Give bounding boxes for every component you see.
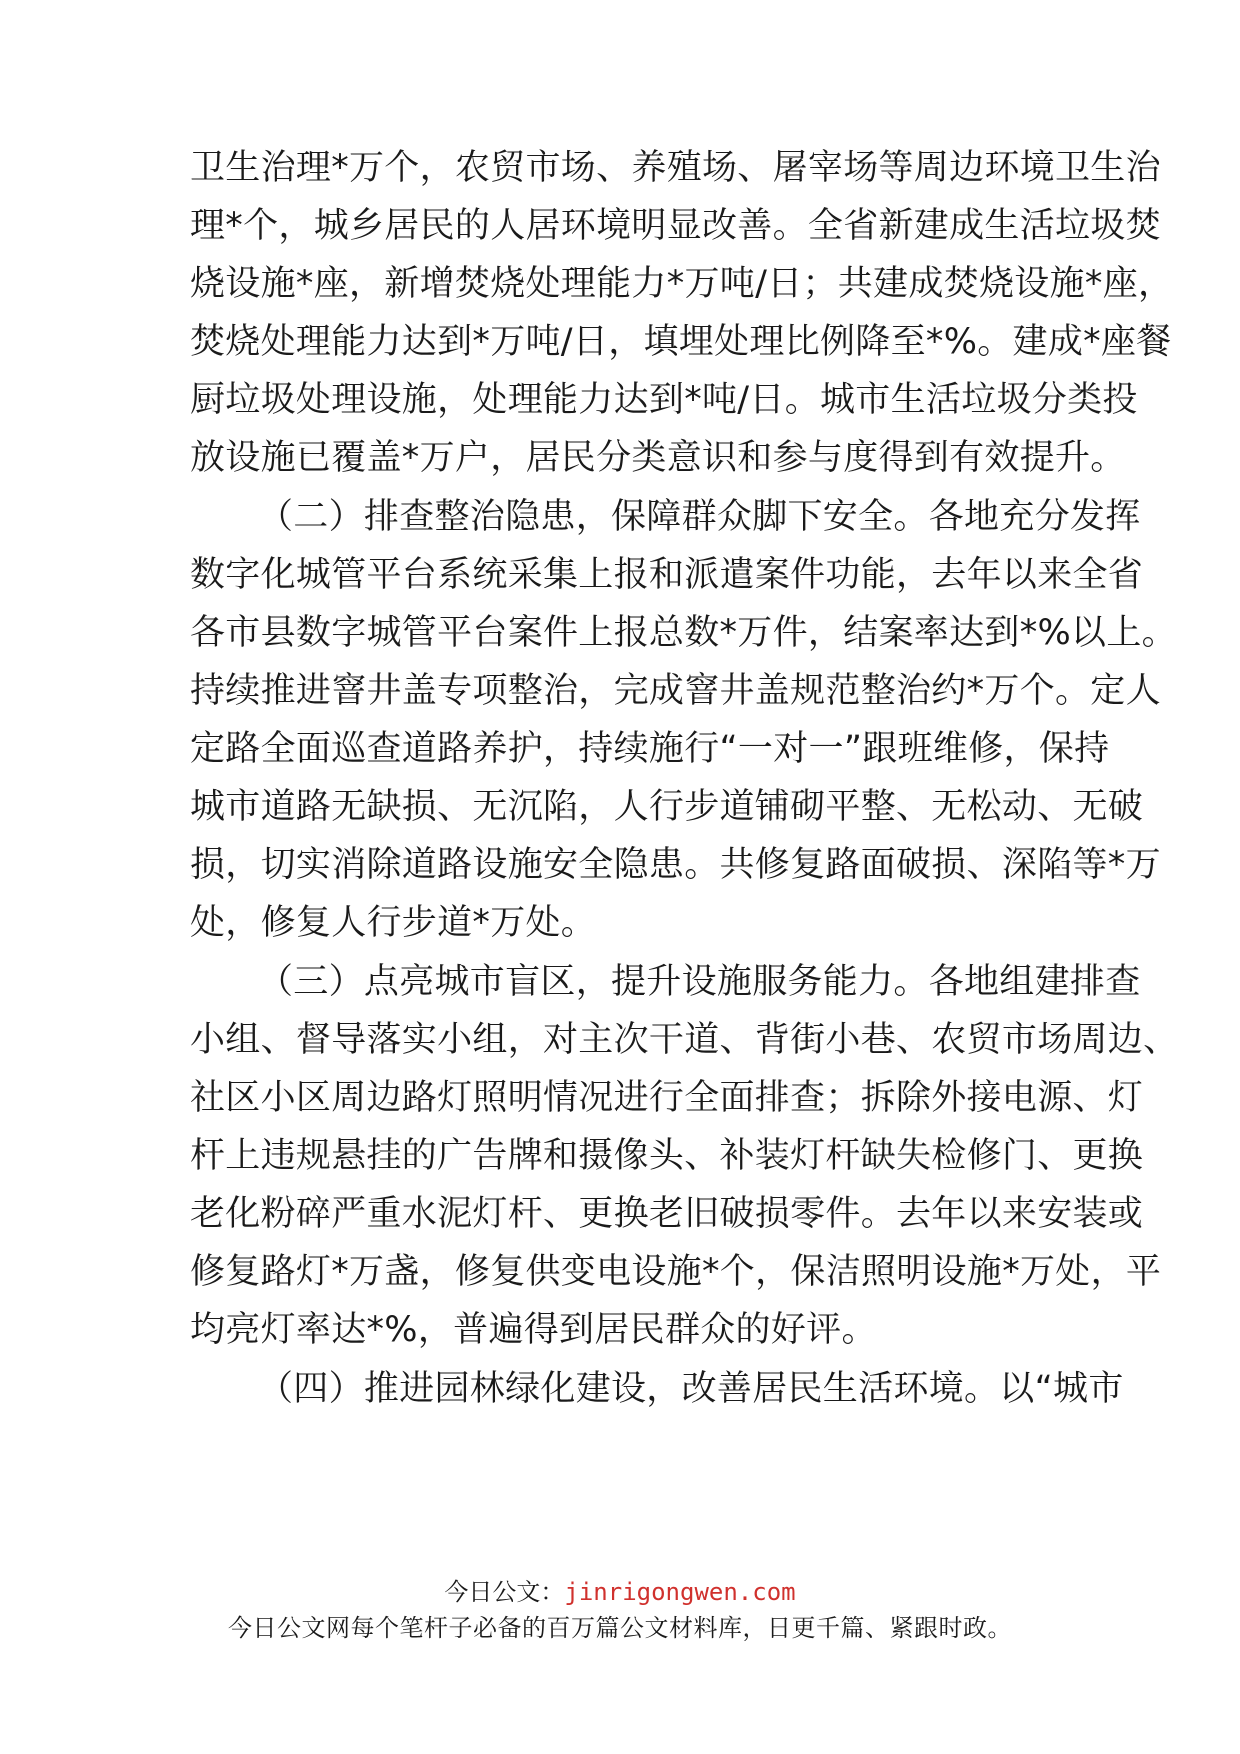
body-line: 修复路灯*万盏，修复供变电设施*个，保洁照明设施*万处，平 xyxy=(190,1252,1162,1292)
body-line: 各市县数字城管平台案件上报总数*万件，结案率达到*%以上。 xyxy=(190,613,1177,653)
body-line: 数字化城管平台系统采集上报和派遣案件功能，去年以来全省 xyxy=(190,555,1144,595)
body-line: 损，切实消除道路设施安全隐患。共修复路面破损、深陷等*万 xyxy=(190,845,1161,885)
section-heading-3: （三）点亮城市盲区，提升设施服务能力。各地组建排查 xyxy=(258,962,1141,1002)
footer-tagline: 今日公文网每个笔杆子必备的百万篇公文材料库，日更千篇、紧跟时政。 xyxy=(228,1614,1012,1642)
body-line: 厨垃圾处理设施，处理能力达到*吨/日。城市生活垃圾分类投 xyxy=(190,380,1138,420)
body-line: 放设施已覆盖*万户，居民分类意识和参与度得到有效提升。 xyxy=(190,438,1126,478)
body-line: 均亮灯率达*%，普遍得到居民群众的好评。 xyxy=(190,1310,877,1350)
footer-site-link[interactable]: jinrigongwen.com xyxy=(564,1578,796,1606)
body-line: 处，修复人行步道*万处。 xyxy=(190,903,597,943)
body-line: 杆上违规悬挂的广告牌和摄像头、补装灯杆缺失检修门、更换 xyxy=(190,1136,1144,1176)
body-line: 持续推进窨井盖专项整治，完成窨井盖规范整治约*万个。定人 xyxy=(190,671,1161,711)
body-line: 卫生治理*万个，农贸市场、养殖场、屠宰场等周边环境卫生治 xyxy=(190,148,1161,188)
body-line: 焚烧处理能力达到*万吨/日，填埋处理比例降至*%。建成*座餐 xyxy=(190,322,1172,362)
footer-source xyxy=(0,1575,1240,1609)
body-line: 老化粉碎严重水泥灯杆、更换老旧破损零件。去年以来安装或 xyxy=(190,1194,1144,1234)
body-line: 烧设施*座，新增焚烧处理能力*万吨/日；共建成焚烧设施*座， xyxy=(190,264,1174,304)
footer-site-label: 今日公文： xyxy=(444,1578,565,1606)
section-heading-2: （二）排查整治隐患，保障群众脚下安全。各地充分发挥 xyxy=(258,497,1141,537)
body-line: 定路全面巡查道路养护，持续施行“一对一”跟班维修，保持 xyxy=(190,729,1110,769)
body-line: 理*个，城乡居民的人居环境明显改善。全省新建成生活垃圾焚 xyxy=(190,206,1161,246)
section-heading-4: （四）推进园林绿化建设，改善居民生活环境。以“城市 xyxy=(258,1369,1124,1409)
body-line: 社区小区周边路灯照明情况进行全面排查；拆除外接电源、灯 xyxy=(190,1078,1144,1118)
body-line: 小组、督导落实小组，对主次干道、背街小巷、农贸市场周边、 xyxy=(190,1020,1179,1060)
body-line: 城市道路无缺损、无沉陷，人行步道铺砌平整、无松动、无破 xyxy=(190,787,1144,827)
